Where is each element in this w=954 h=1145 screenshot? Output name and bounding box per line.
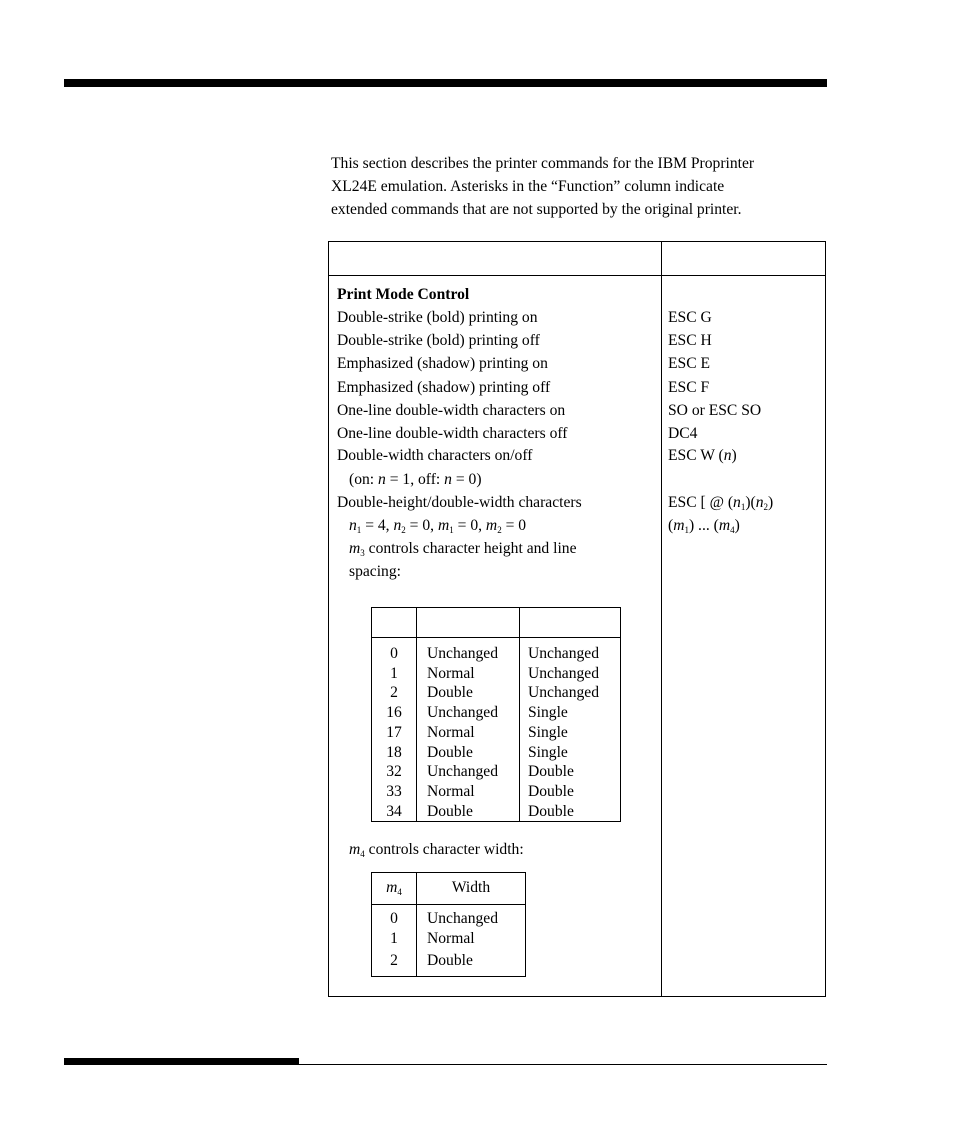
command-label: ESC E	[668, 355, 711, 372]
m3-table	[371, 607, 621, 822]
column-divider	[661, 242, 662, 996]
m3-height: Normal	[427, 782, 475, 800]
function-label: Double-strike (bold) printing off	[337, 332, 540, 349]
m3-height: Double	[427, 684, 473, 702]
m3-height: Normal	[427, 664, 475, 682]
section-heading: Print Mode Control	[337, 286, 470, 303]
function-label: One-line double-width characters off	[337, 425, 568, 442]
m4-description: $m_4$ controls character width:	[349, 841, 524, 859]
m3-value: 33	[386, 782, 402, 800]
command-double-height-cont: $(m_1)$ ... $(m_4)$	[668, 517, 740, 535]
m4-width: Normal	[427, 930, 475, 947]
top-rule	[64, 79, 827, 87]
m4-value: 0	[390, 910, 398, 927]
m4-width: Unchanged	[427, 910, 499, 927]
m3-height: Unchanged	[427, 763, 499, 781]
m3-spacing: Unchanged	[528, 664, 600, 682]
double-height-params: $n_1 = 4$, $n_2 = 0$, $m_1 = 0$, $m_2 = 0$	[349, 517, 527, 535]
command-label: SO or ESC SO	[668, 402, 762, 419]
command-label: DC4	[668, 425, 698, 442]
command-label: ESC F	[668, 379, 710, 396]
m4-value: 1	[390, 930, 398, 947]
m3-value: 32	[386, 763, 402, 781]
m3-height: Double	[427, 743, 473, 761]
m3-spacing-column	[528, 644, 599, 821]
function-label: One-line double-width characters on	[337, 402, 566, 419]
m3-value: 0	[390, 645, 398, 662]
command-label: ESC H	[668, 332, 712, 349]
command-double-height: ESC [ @ $(n_1)(n_2)$	[668, 494, 774, 512]
m3-height-column	[427, 644, 498, 821]
function-label: Emphasized (shadow) printing off	[337, 379, 551, 396]
footer-rule-thin	[64, 1064, 827, 1065]
m3-spacing: Single	[528, 723, 568, 741]
m3-height: Double	[427, 802, 473, 820]
command-label: ESC G	[668, 309, 712, 326]
m3-value: 2	[390, 684, 398, 702]
function-double-height: Double-height/double-width characters	[337, 494, 582, 511]
header-rule	[329, 275, 825, 276]
m3-spacing: Double	[528, 782, 574, 800]
m3-value: 1	[390, 664, 398, 682]
m3-spacing: Double	[528, 763, 574, 781]
m3-spacing: Unchanged	[528, 645, 600, 662]
m3-spacing: Unchanged	[528, 684, 600, 702]
m4-table	[371, 872, 526, 977]
m3-height: Unchanged	[427, 645, 499, 662]
m3-height: Unchanged	[427, 704, 499, 722]
function-label: Double-strike (bold) printing on	[337, 309, 538, 326]
m3-height: Normal	[427, 723, 475, 741]
m3-description: $m_3$ controls character height and line	[349, 540, 577, 558]
m4-width: Double	[427, 952, 473, 969]
function-label: Emphasized (shadow) printing on	[337, 355, 548, 372]
double-width-note: (on: n = 1, off: n = 0)	[349, 471, 482, 488]
m4-header-width: Width	[451, 879, 491, 896]
function-double-width: Double-width characters on/off	[337, 447, 533, 464]
m3-value: 34	[386, 802, 402, 820]
m3-value: 18	[386, 743, 402, 761]
m4-value: 2	[390, 952, 398, 969]
m3-value: 16	[386, 704, 402, 722]
command-double-width: ESC W (n)	[668, 447, 737, 464]
m3-spacing: Double	[528, 802, 574, 820]
m3-description-cont: spacing:	[349, 563, 401, 580]
m4-header-m: $m_4$	[386, 879, 402, 897]
intro-paragraph: This section describes the printer commands for the IBM Proprinter XL24E emulation. Asterisks in the “Function” column indicate extended commands that are not supported by the original printer.	[331, 155, 755, 218]
m3-spacing: Single	[528, 704, 568, 722]
m3-values-column	[372, 644, 416, 821]
m3-spacing: Single	[528, 743, 568, 761]
m3-value: 17	[386, 723, 402, 741]
